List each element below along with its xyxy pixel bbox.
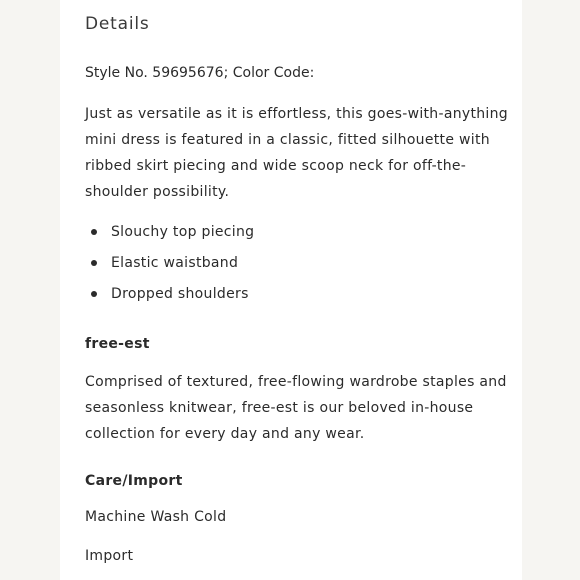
style-number: Style No. 59695676; Color Code:	[85, 65, 315, 81]
brand-heading: free-est	[85, 336, 150, 352]
feature-label: Slouchy top piecing	[111, 224, 255, 240]
brand-description-line: Comprised of textured, free-flowing wardrobe staples and	[85, 374, 507, 390]
feature-label: Dropped shoulders	[111, 286, 249, 302]
feature-item	[85, 220, 254, 251]
brand-description-line: collection for every day and any wear.	[85, 426, 365, 442]
description-line: mini dress is featured in a classic, fitted silhouette with	[85, 132, 490, 148]
feature-label: Elastic waistband	[111, 255, 239, 271]
bullet-icon	[91, 229, 97, 235]
details-heading: Details	[85, 14, 150, 34]
brand-description	[85, 369, 535, 447]
feature-list	[85, 220, 254, 313]
description-line: ribbed skirt piecing and wide scoop neck for off-the-	[85, 158, 467, 174]
care-heading: Care/Import	[85, 473, 183, 489]
description-line: Just as versatile as it is effortless, this goes-with-anything	[85, 106, 508, 122]
feature-item	[85, 251, 254, 282]
feature-item	[85, 282, 254, 313]
bullet-icon	[91, 291, 97, 297]
import-origin: Import	[85, 548, 134, 564]
bullet-icon	[91, 260, 97, 266]
description-line: shoulder possibility.	[85, 184, 230, 200]
product-description	[85, 101, 535, 205]
brand-description-line: seasonless knitwear, free-est is our beloved in-house	[85, 400, 474, 416]
care-instructions: Machine Wash Cold	[85, 509, 227, 525]
